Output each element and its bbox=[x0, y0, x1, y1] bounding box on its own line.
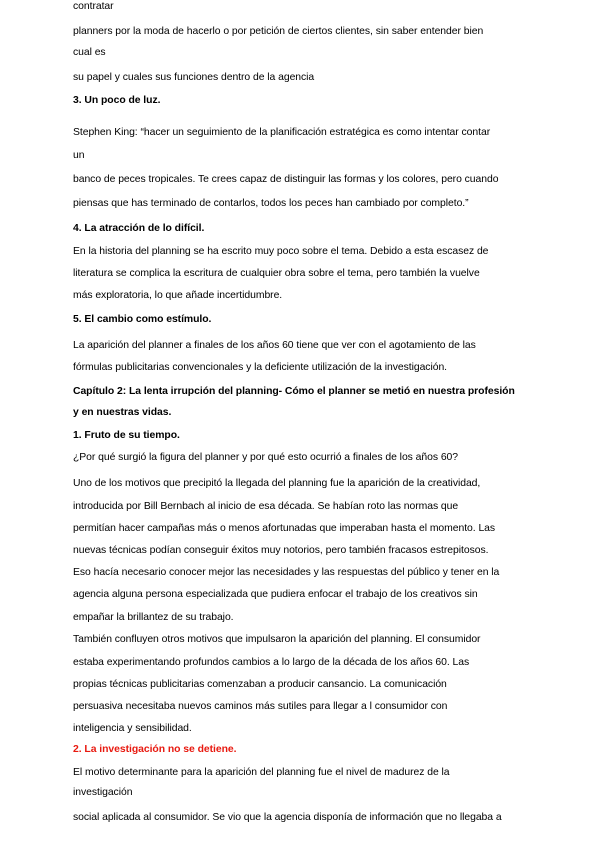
text-line: persuasiva necesitaba nuevos caminos más sutiles para llegar a l consumidor con bbox=[73, 701, 448, 712]
text-line: ¿Por qué surgió la figura del planner y por qué esto ocurrió a finales de los años 60? bbox=[73, 452, 459, 463]
text-line: planners por la moda de hacerlo o por petición de ciertos clientes, sin saber entender bien bbox=[73, 26, 484, 37]
text-line: literatura se complica la escritura de cualquier obra sobre el tema, pero también la vuelve bbox=[73, 268, 480, 279]
text-line: Eso hacía necesario conocer mejor las necesidades y las respuestas del público y tener en la bbox=[73, 567, 500, 578]
text-line: contratar bbox=[73, 1, 114, 12]
text-line: El motivo determinante para la aparición del planning fue el nivel de madurez de la bbox=[73, 767, 450, 778]
text-line: social aplicada al consumidor. Se vio que la agencia disponía de información que no llegaba a bbox=[73, 812, 502, 823]
section-heading: 3. Un poco de luz. bbox=[73, 95, 161, 106]
section-heading: 5. El cambio como estímulo. bbox=[73, 314, 212, 325]
text-line: permitían hacer campañas más o menos afortunadas que imperaban hasta el momento. Las bbox=[73, 523, 496, 534]
section-heading: 4. La atracción de lo difícil. bbox=[73, 223, 205, 234]
text-line: agencia alguna persona especializada que pudiera enfocar el trabajo de los creativos sin bbox=[73, 589, 478, 600]
text-line: inteligencia y sensibilidad. bbox=[73, 723, 192, 734]
text-line: su papel y cuales sus funciones dentro de la agencia bbox=[73, 72, 315, 83]
text-line: cual es bbox=[73, 47, 106, 58]
text-line: piensas que has terminado de contarlos, todos los peces han cambiado por completo.” bbox=[73, 198, 469, 209]
text-line: Stephen King: “hacer un seguimiento de la planificación estratégica es como intentar contar bbox=[73, 127, 491, 138]
chapter-heading: y en nuestras vidas. bbox=[73, 407, 172, 418]
text-line: estaba experimentando profundos cambios a lo largo de la década de los años 60. Las bbox=[73, 657, 470, 668]
text-line: investigación bbox=[73, 787, 133, 798]
text-line: Uno de los motivos que precipitó la llegada del planning fue la aparición de la creatividad, bbox=[73, 478, 481, 489]
text-line: banco de peces tropicales. Te crees capaz de distinguir las formas y los colores, pero cuando bbox=[73, 174, 499, 185]
text-line: un bbox=[73, 150, 85, 161]
text-line: nuevas técnicas podían conseguir éxitos muy notorios, pero también fracasos estrepitosos. bbox=[73, 545, 489, 556]
text-line: propias técnicas publicitarias comenzaban a producir cansancio. La comunicación bbox=[73, 679, 447, 690]
section-heading: 1. Fruto de su tiempo. bbox=[73, 430, 180, 441]
red-section-heading: 2. La investigación no se detiene. bbox=[73, 744, 237, 755]
text-line: introducida por Bill Bernbach al inicio de esa década. Se habían roto las normas que bbox=[73, 501, 459, 512]
text-line: más exploratoria, lo que añade incertidumbre. bbox=[73, 290, 283, 301]
text-line: La aparición del planner a finales de los años 60 tiene que ver con el agotamiento de las bbox=[73, 340, 476, 351]
text-line: También confluyen otros motivos que impulsaron la aparición del planning. El consumidor bbox=[73, 634, 481, 645]
text-line: fórmulas publicitarias convencionales y la deficiente utilización de la investigación. bbox=[73, 362, 448, 373]
chapter-heading: Capítulo 2: La lenta irrupción del planning- Cómo el planner se metió en nuestra profesión bbox=[73, 386, 515, 397]
text-line: En la historia del planning se ha escrito muy poco sobre el tema. Debido a esta escasez de bbox=[73, 246, 489, 257]
text-line: empañar la brillantez de su trabajo. bbox=[73, 612, 234, 623]
